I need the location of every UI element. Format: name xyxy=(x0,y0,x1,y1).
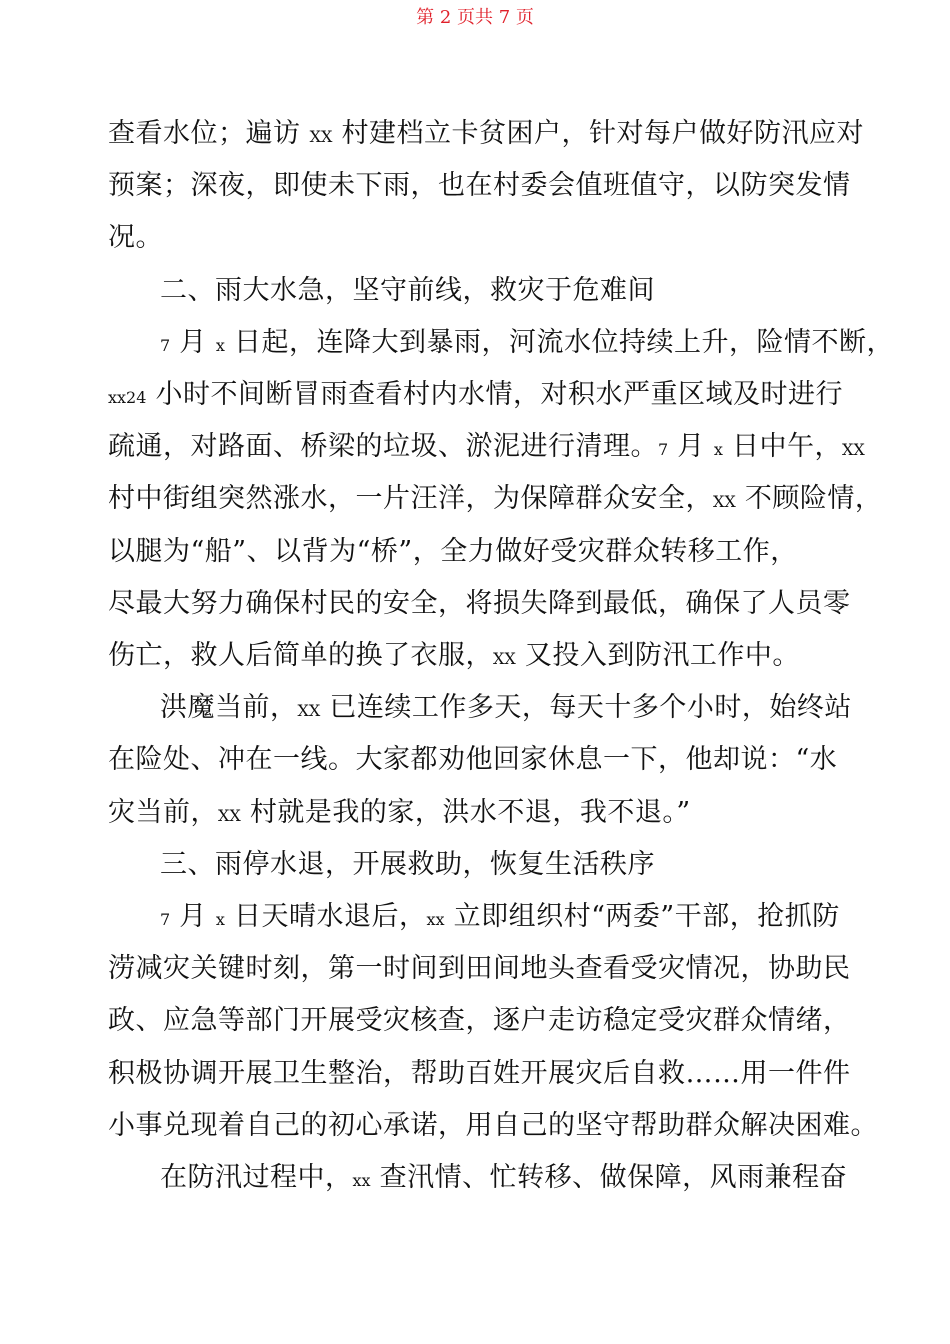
paragraph-first-line xyxy=(160,325,894,364)
text-run: 日天晴水退后， xyxy=(224,901,427,932)
inline-small-text: x xyxy=(215,335,225,355)
inline-small-text: xx xyxy=(426,910,445,929)
text-run: 日起，连降大到暴雨，河流水位持续上升，险情不断， xyxy=(224,326,894,358)
inline-small-text: x xyxy=(215,910,225,929)
text-run: 尽最大努力确保村民的安全，将损失降到最低，确保了人员零 xyxy=(108,587,851,619)
text-run: 查看水位；遍访 xyxy=(108,118,310,149)
text-run: 政、应急等部门开展受灾核查，逐户走访稳定受灾群众情绪， xyxy=(108,1005,851,1037)
inline-small-text: XX xyxy=(713,492,736,512)
text-run: 在防汛过程中， xyxy=(160,1162,353,1193)
text-run: 二、雨大水急，坚守前线，救灾于危难间 xyxy=(160,274,655,306)
text-run: 涝减灾关键时刻，第一时间到田间地头查看受灾情况，协助民 xyxy=(108,953,851,985)
text-run: 洪魔当前， xyxy=(160,692,298,724)
text-line xyxy=(108,116,864,155)
paragraph-first-line xyxy=(160,1160,847,1199)
text-run: 月 xyxy=(170,326,216,358)
text-run: 村中街组突然涨水，一片汪洋，为保障群众安全， xyxy=(108,483,713,515)
page-indicator: 第 2 页共 7 页 xyxy=(416,7,534,28)
text-line xyxy=(108,951,851,987)
inline-small-text: xx xyxy=(352,1171,371,1190)
text-run: 日中午， xyxy=(722,431,842,463)
text-run: 三、雨停水退，开展救助，恢复生活秩序 xyxy=(160,848,655,880)
text-run: 疏通，对路面、桥梁的垃圾、淤泥进行清理。 xyxy=(108,431,658,463)
text-run: 积极协调开展卫生整治，帮助百姓开展灾后自救……用一件件 xyxy=(108,1057,851,1089)
text-line xyxy=(108,586,851,622)
text-line xyxy=(108,168,851,204)
text-run: 况。 xyxy=(108,222,163,254)
text-line xyxy=(108,377,843,416)
inline-small-text: XX xyxy=(297,701,321,721)
text-run: 月 xyxy=(170,901,216,932)
inline-small-text: XX xyxy=(493,649,516,668)
text-run: 已连续工作多天，每天十多个小时，始终站 xyxy=(320,692,852,724)
text-run: 村就是我的家，洪水不退，我不退。” xyxy=(240,796,691,828)
text-line xyxy=(108,1108,878,1144)
text-run: 查汛情、忙转移、做保障，风雨兼程奋 xyxy=(370,1162,848,1193)
paragraph-first-line xyxy=(160,847,655,883)
text-run: 以腿为“船”、以背为“桥”，全力做好受灾群众转移工作， xyxy=(108,535,798,567)
paragraph-first-line xyxy=(160,899,840,938)
text-run: 立即组织村“两委”干部，抢抓防 xyxy=(444,901,840,932)
text-run: 又投入到防汛工作中。 xyxy=(515,640,800,671)
text-run: 月 xyxy=(668,431,714,463)
text-line xyxy=(108,481,882,520)
text-line xyxy=(108,534,798,570)
text-run: 灾当前， xyxy=(108,796,218,828)
inline-small-text: XX xyxy=(218,805,241,825)
inline-small-text: xx24 xyxy=(108,388,147,407)
inline-small-text: XX xyxy=(309,127,333,146)
inline-small-text: 7 xyxy=(160,910,171,929)
text-line xyxy=(108,220,163,256)
text-line xyxy=(108,795,691,834)
text-run: 小事兑现着自己的初心承诺，用自己的坚守帮助群众解决困难。 xyxy=(108,1109,878,1141)
text-line xyxy=(108,1056,851,1092)
inline-small-text: x xyxy=(713,440,723,460)
inline-small-text: XX xyxy=(841,440,865,460)
text-line xyxy=(108,1003,851,1039)
text-run: 小时不间断冒雨查看村内水情，对积水严重区域及时进行 xyxy=(146,379,843,410)
text-run: 不顾险情， xyxy=(735,483,883,515)
inline-small-text: 7 xyxy=(658,440,669,460)
text-line xyxy=(108,638,800,677)
paragraph-first-line xyxy=(160,690,852,729)
text-run: 预案；深夜，即使未下雨，也在村委会值班值守，以防突发情 xyxy=(108,170,851,202)
text-line xyxy=(108,742,837,778)
text-run: 伤亡，救人后简单的换了衣服， xyxy=(108,640,493,671)
text-line xyxy=(108,429,865,468)
paragraph-first-line xyxy=(160,273,655,309)
text-run: 村建档立卡贫困户，针对每户做好防汛应对 xyxy=(332,118,864,149)
inline-small-text: 7 xyxy=(160,335,171,355)
text-run: 在险处、冲在一线。大家都劝他回家休息一下，他却说：“水 xyxy=(108,744,838,776)
